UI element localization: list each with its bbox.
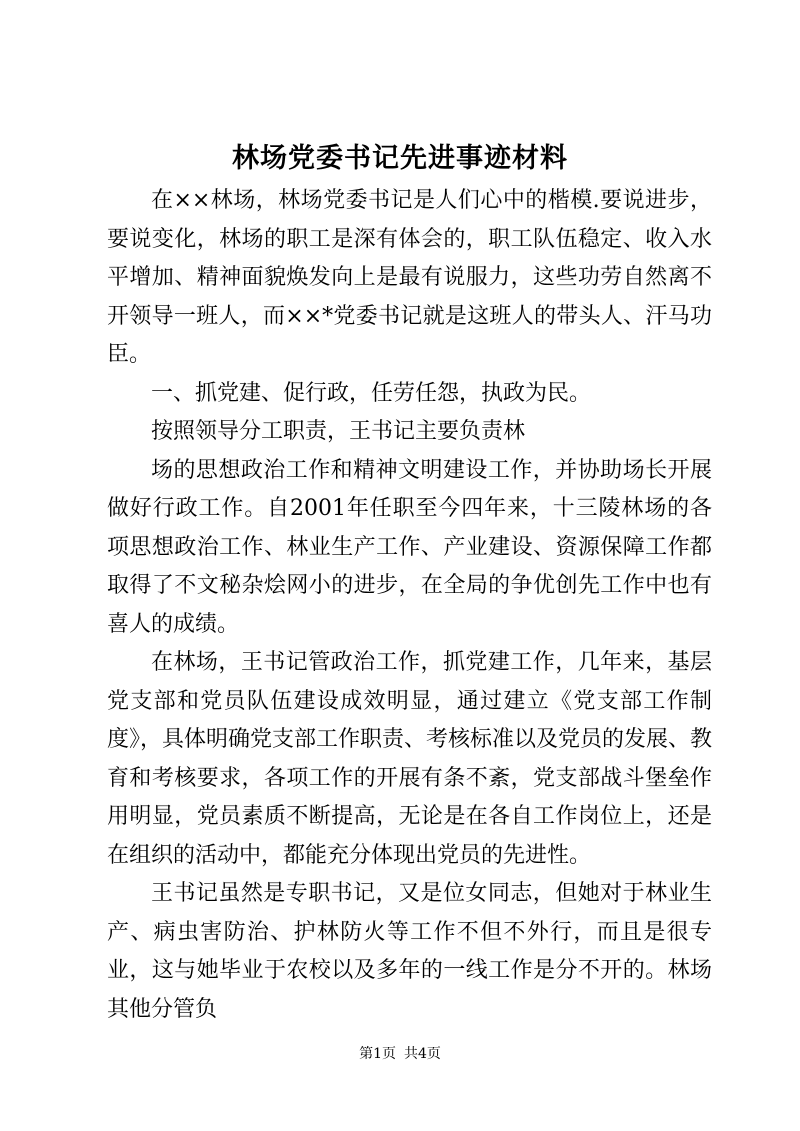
- page-total: 共4页: [404, 1046, 441, 1062]
- document-title: 林场党委书记先进事迹材料: [232, 143, 568, 174]
- paragraph-intro: 在××林场，林场党委书记是人们心中的楷模.要说进步，要说变化，林场的职工是深有体会的，职工队伍稳定、收入水平增加、精神面貌焕发向上是最有说服力，这些功劳自然离不开领导一班人，而××*党委书记就是这班人的带头人、汗马功臣。: [107, 188, 712, 367]
- paragraph-professional: 王书记虽然是专职书记，又是位女同志，但她对于林业生产、病虫害防治、护林防火等工作不但不外行，而且是很专业，这与她毕业于农校以及多年的一线工作是分不开的。林场其他分管负: [107, 881, 712, 1022]
- page-number: 第1页: [359, 1046, 396, 1062]
- document-body: [107, 182, 712, 1029]
- paragraph-duties: 按照领导分工职责，王书记主要负责林: [151, 419, 526, 444]
- paragraph-achievements: 场的思想政治工作和精神文明建设工作，并协助场长开展做好行政工作。自2001年任职至今四年来，十三陵林场的各项思想政治工作、林业生产工作、产业建设、资源保障工作都取得了不文秘杂烩网小的进步，在全局的争优创先工作中也有喜人的成绩。: [107, 457, 712, 637]
- paragraph-section-heading: 一、抓党建、促行政，任劳任怨，执政为民。: [151, 380, 592, 406]
- paragraph-party-building: 在林场，王书记管政治工作，抓党建工作，几年来，基层党支部和党员队伍建设成效明显，通过建立《党支部工作制度》，具体明确党支部工作职责、考核标准以及党员的发展、教育和考核要求，各项工作的开展有条不紊，党支部战斗堡垒作用明显，党员素质不断提高，无论是在各自工作岗位上，还是在组织的活动中，都能充分体现出党员的先进性。: [107, 650, 713, 868]
- page-footer: [0, 1044, 800, 1064]
